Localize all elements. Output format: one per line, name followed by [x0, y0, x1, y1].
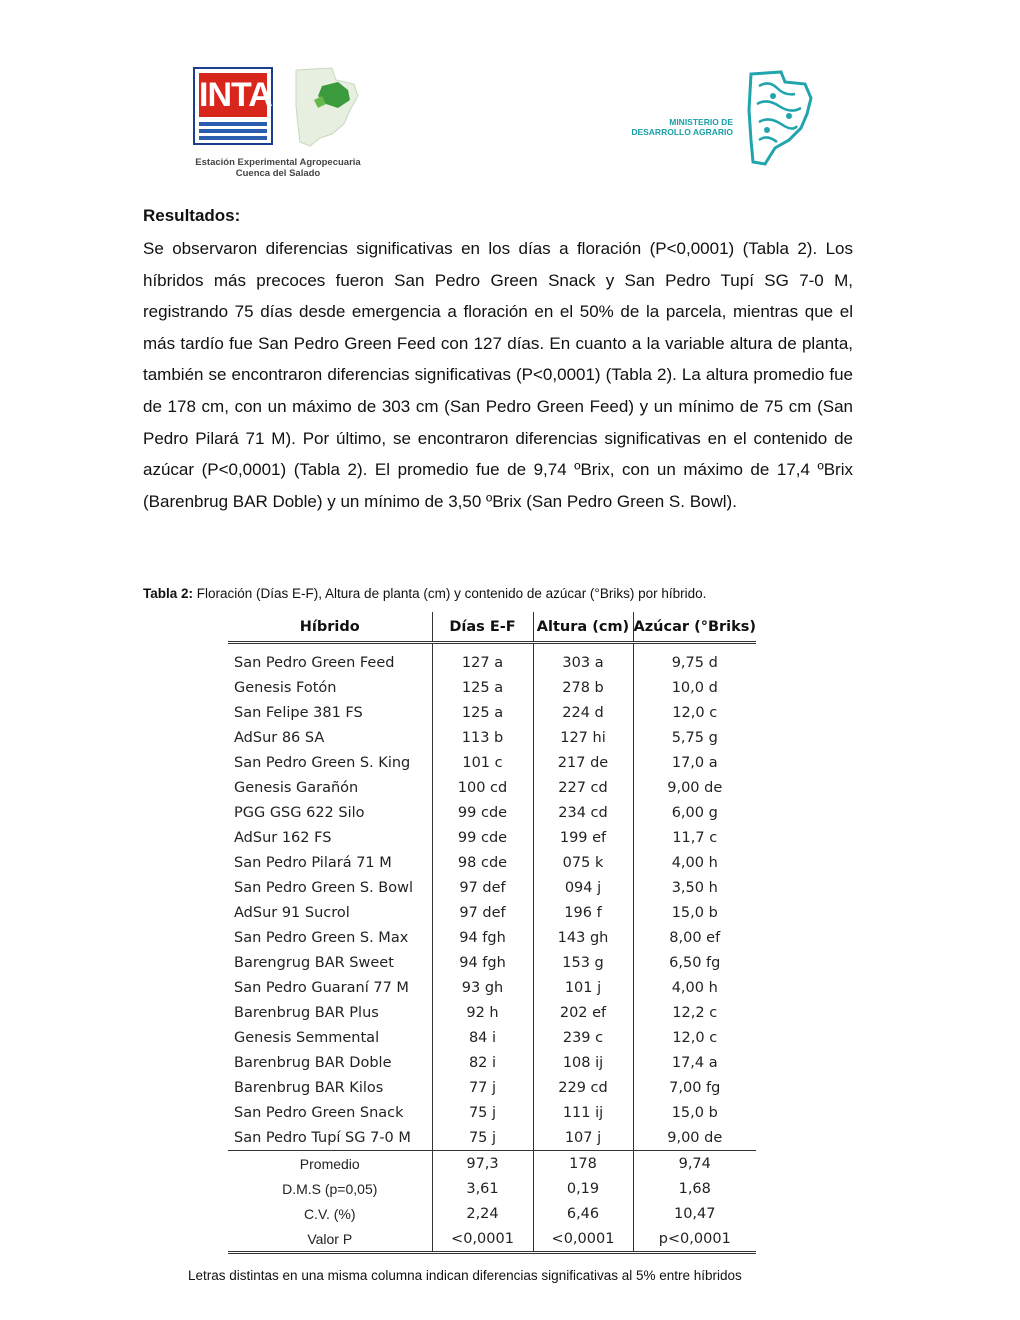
table-row [228, 875, 756, 900]
row-label-cell: Genesis Fotón [228, 675, 432, 700]
logo-stripe [199, 122, 267, 126]
value-cell: 178 [533, 1151, 633, 1177]
table-footnote: Letras distintas en una misma columna indican diferencias significativas al 5% entre híbridos [188, 1268, 742, 1283]
value-cell: 234 cd [533, 800, 633, 825]
column-header-azucar: Azúcar (°Briks) [633, 612, 756, 643]
row-label-cell: San Pedro Green Feed [228, 643, 432, 676]
results-table-container [228, 612, 756, 1254]
inta-logo [193, 67, 273, 145]
value-cell: 108 ij [533, 1050, 633, 1075]
value-cell: 97 def [432, 900, 533, 925]
station-name: Estación Experimental Agropecuaria Cuenca del Salado [195, 157, 361, 179]
value-cell: 6,46 [533, 1201, 633, 1226]
stats-row [228, 1226, 756, 1253]
table-row [228, 1075, 756, 1100]
value-cell: 229 cd [533, 1075, 633, 1100]
value-cell: 92 h [432, 1000, 533, 1025]
value-cell: 127 a [432, 643, 533, 676]
stats-row [228, 1201, 756, 1226]
page-header [0, 0, 1020, 190]
table-row [228, 950, 756, 975]
value-cell: 15,0 b [671, 904, 718, 921]
table-body [228, 643, 756, 1253]
row-label-cell: AdSur 86 SA [228, 725, 432, 750]
value-cell: 2,24 [432, 1201, 533, 1226]
value-cell: 17,4 a [671, 1054, 718, 1071]
table-row [228, 1025, 756, 1050]
row-label-cell: San Pedro Green S. King [228, 750, 432, 775]
row-label-cell: Promedio [228, 1151, 432, 1177]
value-cell: 3,50 h [671, 879, 718, 896]
value-cell: 111 ij [533, 1100, 633, 1125]
value-cell: 5,75 g [671, 729, 718, 746]
value-cell: 97 def [432, 875, 533, 900]
row-label-cell: AdSur 162 FS [228, 825, 432, 850]
value-cell: p<0,0001 [633, 1226, 756, 1253]
ministry-map-icon [745, 70, 815, 168]
inta-logo-text: INTA [199, 73, 267, 117]
value-cell: <0,0001 [432, 1226, 533, 1253]
value-cell: 107 j [533, 1125, 633, 1151]
value-cell: 278 b [533, 675, 633, 700]
value-cell: 125 a [432, 700, 533, 725]
value-cell: 101 c [432, 750, 533, 775]
value-cell: 12,2 c [672, 1004, 718, 1021]
value-cell: 12,0 c [672, 1029, 718, 1046]
value-cell: 94 fgh [432, 950, 533, 975]
row-label-cell: Genesis Garañón [228, 775, 432, 800]
row-label-cell: PGG GSG 622 Silo [228, 800, 432, 825]
row-label-cell: San Felipe 381 FS [228, 700, 432, 725]
value-cell: 82 i [432, 1050, 533, 1075]
value-cell: 8,00 ef [669, 929, 721, 946]
caption-text: Floración (Días E-F), Altura de planta (cm) y contenido de azúcar (°Briks) por híbrido. [193, 586, 707, 601]
table-row [228, 725, 756, 750]
value-cell: 9,00 de [633, 1125, 756, 1151]
value-cell: 202 ef [533, 1000, 633, 1025]
row-label-cell: AdSur 91 Sucrol [228, 900, 432, 925]
caption-label: Tabla 2: [143, 586, 194, 601]
value-cell: 84 i [432, 1025, 533, 1050]
value-cell: 094 j [533, 875, 633, 900]
table-row [228, 850, 756, 875]
row-label-cell: San Pedro Tupí SG 7-0 M [228, 1125, 432, 1151]
row-label-cell: Valor P [228, 1226, 432, 1253]
value-cell: 75 j [432, 1125, 533, 1151]
value-cell: 11,7 c [672, 829, 718, 846]
value-cell: 10,47 [673, 1205, 716, 1222]
ministry-name: MINISTERIO DE DESARROLLO AGRARIO [631, 117, 733, 137]
value-cell: 153 g [533, 950, 633, 975]
value-cell: <0,0001 [533, 1226, 633, 1253]
value-cell: 98 cde [432, 850, 533, 875]
table-row [228, 643, 756, 676]
row-label-cell: San Pedro Green Snack [228, 1100, 432, 1125]
value-cell: 0,19 [533, 1176, 633, 1201]
table-row [228, 900, 756, 925]
value-cell: 77 j [432, 1075, 533, 1100]
row-label-cell: C.V. (%) [228, 1201, 432, 1226]
value-cell: 217 de [533, 750, 633, 775]
row-label-cell: San Pedro Guaraní 77 M [228, 975, 432, 1000]
value-cell: 3,61 [432, 1176, 533, 1201]
value-cell: 6,50 fg [669, 954, 721, 971]
value-cell: 100 cd [432, 775, 533, 800]
value-cell: 6,00 g [671, 804, 718, 821]
province-map-icon [292, 66, 362, 148]
value-cell: 99 cde [432, 800, 533, 825]
logo-stripe [199, 136, 267, 140]
row-label-cell: Barenbrug BAR Doble [228, 1050, 432, 1075]
value-cell: 125 a [432, 675, 533, 700]
table-row [228, 1100, 756, 1125]
value-cell: 143 gh [533, 925, 633, 950]
logo-stripe [199, 129, 267, 133]
table-row [228, 700, 756, 725]
table-row [228, 800, 756, 825]
section-title: Resultados: [143, 206, 241, 225]
table-row [228, 1125, 756, 1151]
value-cell: 15,0 b [671, 1104, 718, 1121]
value-cell: 7,00 fg [669, 1079, 721, 1096]
value-cell: 127 hi [533, 725, 633, 750]
value-cell: 9,74 [678, 1155, 711, 1172]
value-cell: 97,3 [432, 1151, 533, 1177]
value-cell: 4,00 h [671, 854, 718, 871]
value-cell: 94 fgh [432, 925, 533, 950]
value-cell: 93 gh [432, 975, 533, 1000]
table-row [228, 925, 756, 950]
value-cell: 1,68 [678, 1180, 711, 1197]
results-paragraph: Se observaron diferencias significativas en los días a floración (P<0,0001) (Tabla 2). Los híbridos más precoces fueron San Pedro Green Snack y San Pedro Tupí SG 7-0 M, registrando 75 días desde emergencia a floración en el 50% de la parcela, mientras que el más tardío fue San Pedro Green Feed con 127 días. En cuanto a la variable altura de planta, también se encontraron diferencias significativas (P<0,0001) (Tabla 2). La altura promedio fue de 178 cm, con un máximo de 303 cm (San Pedro Green Feed) y un mínimo de 75 cm (San Pedro Pilará 71 M). Por último, se encontraron diferencias significativas en el contenido de azúcar (P<0,0001) (Tabla 2). El promedio fue de 9,74 ºBrix, con un máximo de 17,4 ºBrix (Barenbrug BAR Doble) y un mínimo de 3,50 ºBrix (San Pedro Green S. Bowl). [143, 239, 853, 511]
value-cell: 303 a [533, 643, 633, 676]
row-label-cell: San Pedro Green S. Bowl [228, 875, 432, 900]
row-label-cell: Genesis Semmental [228, 1025, 432, 1050]
table-row [228, 1000, 756, 1025]
table-caption [143, 586, 706, 601]
value-cell: 75 j [432, 1100, 533, 1125]
value-cell: 4,00 h [671, 979, 718, 996]
column-header-altura: Altura (cm) [533, 612, 633, 643]
table-row [228, 750, 756, 775]
stats-row [228, 1176, 756, 1201]
value-cell: 10,0 d [671, 679, 718, 696]
column-header-dias: Días E-F [432, 612, 533, 643]
row-label-cell: San Pedro Green S. Max [228, 925, 432, 950]
value-cell: 227 cd [533, 775, 633, 800]
table-row [228, 1050, 756, 1075]
value-cell: 99 cde [432, 825, 533, 850]
value-cell: 196 f [533, 900, 633, 925]
row-label-cell: San Pedro Pilará 71 M [228, 850, 432, 875]
stats-row [228, 1151, 756, 1177]
table-header-row [228, 612, 756, 643]
value-cell: 17,0 a [671, 754, 718, 771]
row-label-cell: Barenbrug BAR Plus [228, 1000, 432, 1025]
table-row [228, 675, 756, 700]
value-cell: 224 d [533, 700, 633, 725]
results-table [228, 612, 756, 1254]
value-cell: 199 ef [533, 825, 633, 850]
value-cell: 9,00 de [667, 779, 723, 796]
value-cell: 9,75 d [671, 654, 718, 671]
row-label-cell: Barenbrug BAR Kilos [228, 1075, 432, 1100]
row-label-cell: D.M.S (p=0,05) [228, 1176, 432, 1201]
row-label-cell: Barengrug BAR Sweet [228, 950, 432, 975]
table-row [228, 775, 756, 800]
value-cell: 075 k [533, 850, 633, 875]
table-row [228, 975, 756, 1000]
value-cell: 239 c [533, 1025, 633, 1050]
value-cell: 12,0 c [672, 704, 718, 721]
value-cell: 113 b [432, 725, 533, 750]
value-cell: 101 j [533, 975, 633, 1000]
column-header-hibrido: Híbrido [228, 612, 432, 643]
table-row [228, 825, 756, 850]
